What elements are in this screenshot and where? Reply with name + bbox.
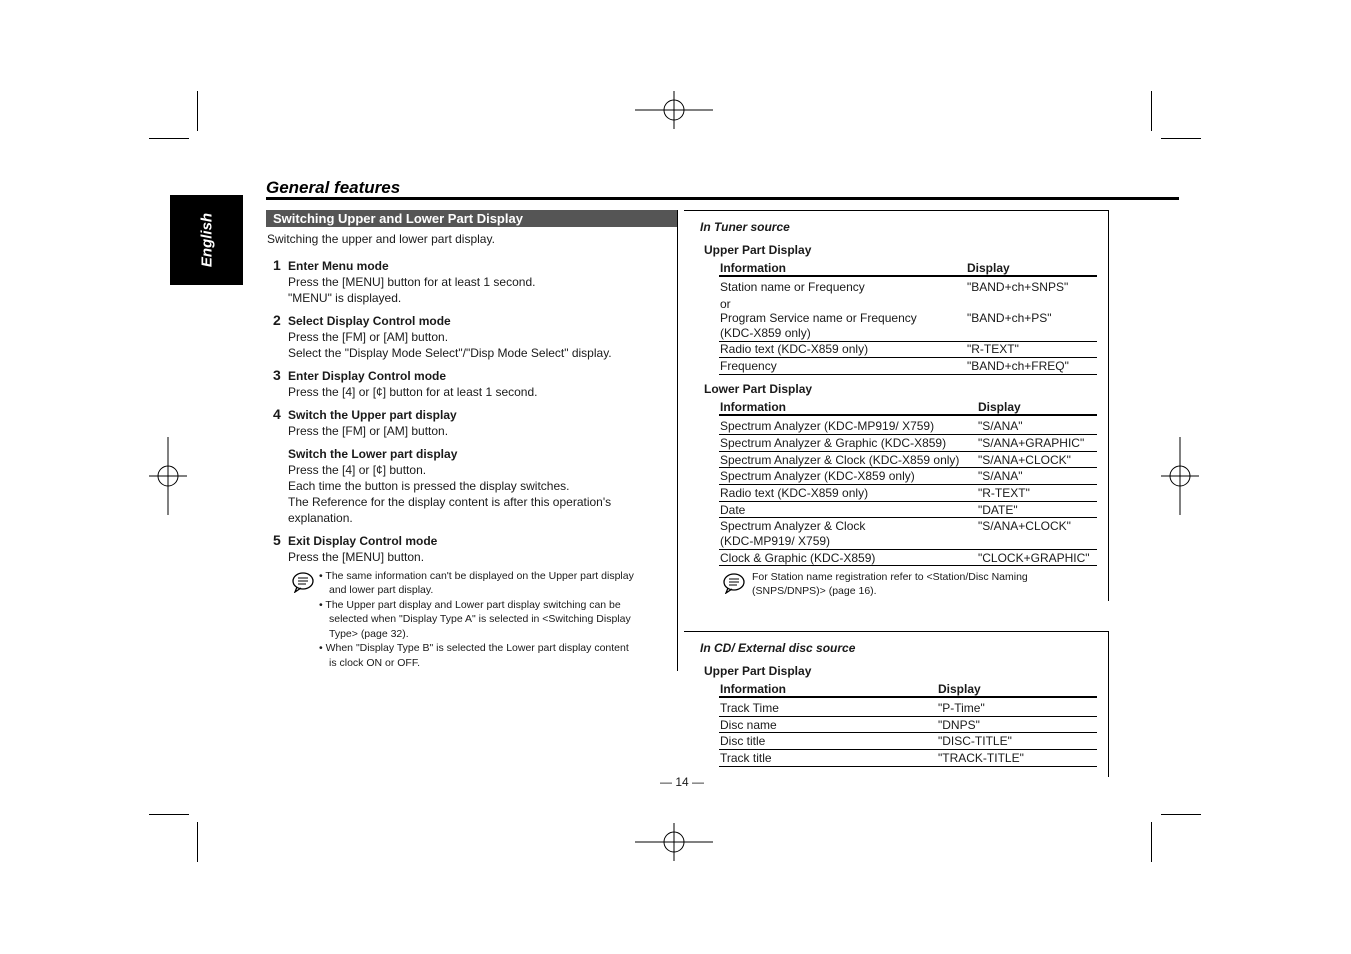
step-text: Select the "Display Mode Select"/"Disp Mode Select" display. (288, 346, 612, 360)
crop-mark (1161, 138, 1201, 139)
registration-mark-icon (1141, 437, 1219, 515)
table-cell: "BAND+ch+PS" (967, 311, 1052, 325)
page-number: — 14 — (660, 775, 705, 789)
note-text: Type> (page 32). (329, 628, 409, 640)
note-text: • The Upper part display and Lower part display switching can be (319, 599, 621, 611)
crop-mark (1151, 822, 1152, 862)
registration-mark-icon (129, 437, 207, 515)
table-cell: Station name or Frequency (720, 280, 865, 294)
table-cell: Program Service name or Frequency (720, 311, 917, 325)
table-cell: Spectrum Analyzer & Clock (720, 519, 866, 533)
table-header-rule (719, 414, 1097, 416)
cd-heading: In CD/ External disc source (700, 641, 856, 655)
table-cell: Radio text (KDC-X859 only) (720, 486, 869, 500)
step-text: explanation. (288, 511, 353, 525)
table-row-rule (719, 749, 1097, 750)
step-number: 3 (273, 367, 281, 383)
column-header-information: Information (720, 261, 786, 275)
column-header-information: Information (720, 400, 786, 414)
intro-text: Switching the upper and lower part display. (267, 232, 495, 246)
step-text: "MENU" is displayed. (288, 291, 402, 305)
crop-mark (149, 138, 189, 139)
column-header-information: Information (720, 682, 786, 696)
table-cell: Clock & Graphic (KDC-X859) (720, 551, 876, 565)
step-text: Press the [MENU] button. (288, 550, 425, 564)
language-tab (170, 195, 243, 285)
table-row-rule (719, 766, 1097, 767)
table-cell: "P-Time" (938, 701, 985, 715)
step-text: Press the [4] or [¢] button for at least 1 second. (288, 385, 538, 399)
note-text: and lower part display. (329, 584, 434, 596)
note-text: For Station name registration refer to <Station/Disc Naming (752, 571, 1028, 583)
table-cell: "DISC-TITLE" (938, 734, 1012, 748)
title-rule (266, 197, 1179, 200)
lower-part-label: Lower Part Display (704, 382, 813, 396)
table-cell: "BAND+ch+FREQ" (967, 359, 1069, 373)
step-title: Enter Menu mode (288, 259, 389, 273)
table-cell: Spectrum Analyzer & Clock (KDC-X859 only) (720, 453, 960, 467)
table-row-rule (719, 565, 1097, 566)
step-text: Each time the button is pressed the display switches. (288, 479, 570, 493)
step-number: 4 (273, 406, 281, 422)
column-header-display: Display (967, 261, 1010, 275)
tuner-heading: In Tuner source (700, 220, 790, 234)
table-cell: "S/ANA" (978, 469, 1023, 483)
table-cell: Spectrum Analyzer & Graphic (KDC-X859) (720, 436, 947, 450)
table-cell: Spectrum Analyzer (KDC-X859 only) (720, 469, 915, 483)
table-cell: "R-TEXT" (967, 342, 1019, 356)
registration-mark-icon (635, 803, 713, 881)
crop-mark (1161, 814, 1201, 815)
language-label: English (198, 212, 215, 268)
table-row-rule (719, 374, 1097, 375)
table-cell: "S/ANA" (978, 419, 1023, 433)
step-title: Switch the Lower part display (288, 447, 458, 461)
step-number: 2 (273, 312, 281, 328)
column-divider (677, 210, 678, 671)
table-cell: Disc title (720, 734, 766, 748)
table-cell: "S/ANA+GRAPHIC" (978, 436, 1085, 450)
table-cell: "TRACK-TITLE" (938, 751, 1024, 765)
table-header-rule (719, 696, 1097, 698)
table-cell: Date (720, 503, 746, 517)
note-icon (722, 572, 746, 594)
table-cell: Frequency (720, 359, 777, 373)
step-text: The Reference for the display content is after this operation's (288, 495, 612, 509)
upper-part-label: Upper Part Display (704, 243, 812, 257)
note-text: • When "Display Type B" is selected the Lower part display content (319, 642, 629, 654)
table-cell: "BAND+ch+SNPS" (967, 280, 1069, 294)
step-text: Press the [FM] or [AM] button. (288, 330, 449, 344)
table-cell: (KDC-MP919/ X759) (720, 534, 831, 548)
step-number: 1 (273, 257, 281, 273)
step-text: Press the [MENU] button for at least 1 second. (288, 275, 536, 289)
table-cell: "CLOCK+GRAPHIC" (978, 551, 1090, 565)
table-cell: Disc name (720, 718, 777, 732)
table-cell: or (720, 297, 731, 311)
table-row-rule (719, 732, 1097, 733)
column-header-display: Display (938, 682, 981, 696)
table-cell: Radio text (KDC-X859 only) (720, 342, 869, 356)
step-title: Exit Display Control mode (288, 534, 438, 548)
column-header-display: Display (978, 400, 1021, 414)
note-text: • The same information can't be displayed on the Upper part display (319, 570, 634, 582)
crop-mark (149, 814, 189, 815)
crop-mark (197, 91, 198, 131)
table-cell: Track title (720, 751, 772, 765)
page-title: General features (266, 178, 401, 197)
note-icon (291, 571, 315, 593)
table-cell: "DATE" (978, 503, 1018, 517)
step-text: Press the [4] or [¢] button. (288, 463, 427, 477)
registration-mark-icon (635, 71, 713, 149)
step-text: Press the [FM] or [AM] button. (288, 424, 449, 438)
table-header-rule (719, 275, 1097, 277)
note-text: is clock ON or OFF. (329, 657, 421, 669)
note-text: selected when "Display Type A" is selected in <Switching Display (329, 613, 631, 625)
table-cell: Track Time (720, 701, 779, 715)
step-title: Enter Display Control mode (288, 369, 447, 383)
table-cell: Spectrum Analyzer (KDC-MP919/ X759) (720, 419, 935, 433)
table-cell: (KDC-X859 only) (720, 326, 811, 340)
table-cell: "S/ANA+CLOCK" (978, 519, 1071, 533)
table-cell: "S/ANA+CLOCK" (978, 453, 1071, 467)
table-cell: "DNPS" (938, 718, 980, 732)
table-row-rule (719, 501, 1097, 502)
step-title: Select Display Control mode (288, 314, 451, 328)
upper-part-label: Upper Part Display (704, 664, 812, 678)
crop-mark (197, 822, 198, 862)
crop-mark (1151, 91, 1152, 131)
step-title: Switch the Upper part display (288, 408, 457, 422)
table-cell: "R-TEXT" (978, 486, 1030, 500)
section-title: Switching Upper and Lower Part Display (266, 210, 677, 227)
note-text: (SNPS/DNPS)> (page 16). (752, 585, 877, 597)
step-number: 5 (273, 532, 281, 548)
